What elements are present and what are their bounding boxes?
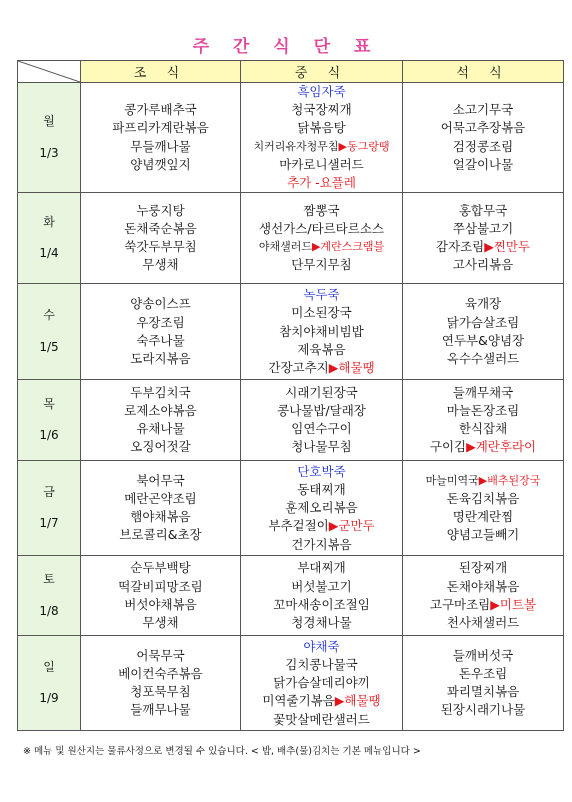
lunch-cell <box>241 83 403 193</box>
day-row <box>18 284 564 380</box>
menu-item-text: 생선가스/타르타르소스 <box>259 221 384 237</box>
menu-item-text: 두부김치국 <box>130 384 191 400</box>
menu-item <box>241 101 402 119</box>
menu-item <box>81 314 240 332</box>
menu-item <box>241 438 402 456</box>
menu-item <box>403 101 563 119</box>
menu-item <box>241 238 402 256</box>
menu-item <box>81 402 240 420</box>
menu-item-text: 건가지볶음 <box>291 536 352 552</box>
menu-item-text: 연두부&양념장 <box>441 332 525 348</box>
footer-note: ※ 메뉴 및 원산지는 물류사정으로 변경될 수 있습니다. < 밥, 배추(물)김치는 기본 메뉴입니다 > <box>23 746 421 757</box>
menu-item-text: 들깨버섯국 <box>452 647 514 663</box>
menu-item-text: 들깨무나물 <box>130 702 191 718</box>
menu-item <box>81 508 240 526</box>
menu-item <box>403 647 563 665</box>
menu-item-text: 천사채샐러드 <box>446 614 520 630</box>
breakfast-cell <box>81 193 241 284</box>
menu-item-text: 마카로니샐러드 <box>279 156 364 172</box>
weekly-menu-table <box>17 60 564 731</box>
menu-item-extra: ▶해물땡 <box>328 360 375 376</box>
menu-item-text: 청포묵무침 <box>130 684 191 700</box>
menu-item <box>81 559 240 577</box>
menu-item-text: 베이컨숙주볶음 <box>118 666 203 682</box>
menu-item-text: 꼬마새송이조절임 <box>273 596 370 612</box>
menu-item-text: 돈우조림 <box>458 666 508 682</box>
menu-item-text: 제육볶음 <box>297 341 346 357</box>
menu-item-text: 임연수구이 <box>291 421 352 437</box>
menu-item-extra: ▶해물땡 <box>334 693 381 709</box>
menu-item <box>403 384 563 402</box>
menu-item <box>403 701 563 719</box>
menu-item-text: 꽈리멸치볶음 <box>446 684 520 700</box>
day-date: 1/5 <box>39 339 59 354</box>
day-name: 화 <box>43 214 55 229</box>
menu-item-text: 무생채 <box>142 614 179 630</box>
menu-item-text: 김치콩나물국 <box>285 656 358 672</box>
menu-item <box>81 683 240 701</box>
breakfast-cell <box>81 284 241 380</box>
menu-item-text: 단무지무침 <box>291 257 352 273</box>
menu-item <box>241 499 402 517</box>
menu-item <box>403 559 563 577</box>
day-cell <box>18 556 81 636</box>
menu-item <box>81 384 240 402</box>
menu-item-text: 시래기된장국 <box>285 384 358 400</box>
menu-item <box>241 156 402 174</box>
menu-item <box>81 220 240 238</box>
menu-item-text: 명란계란찜 <box>452 509 514 525</box>
day-cell <box>18 636 81 731</box>
day-row <box>18 380 564 461</box>
menu-item-text: 돈채야채볶음 <box>446 578 520 594</box>
menu-item-text: 양송이스프 <box>130 296 191 312</box>
menu-item-text: 꽃맛살메란샐러드 <box>273 711 370 727</box>
menu-item-text: 부추겉절이 <box>268 518 329 534</box>
menu-item <box>81 138 240 156</box>
menu-item <box>403 295 563 313</box>
breakfast-cell <box>81 83 241 193</box>
breakfast-cell <box>81 636 241 731</box>
menu-item <box>403 156 563 174</box>
menu-item <box>81 238 240 256</box>
menu-item-text: 오징어젓갈 <box>130 439 191 455</box>
menu-item-extra: ▶동그랑땡 <box>338 139 390 153</box>
menu-item <box>403 438 563 456</box>
header-lunch: 중 식 <box>241 61 403 83</box>
menu-item-text: 육개장 <box>464 296 502 312</box>
menu-item-text: 닭가슴살데리야끼 <box>273 675 370 691</box>
menu-item-text: 치커리유자청무침 <box>253 139 339 153</box>
menu-item <box>81 332 240 350</box>
dinner-cell <box>403 284 564 380</box>
menu-item-text: 간장고추지 <box>268 360 329 376</box>
menu-item-text: 고구마조림 <box>429 596 491 612</box>
menu-item <box>241 119 402 137</box>
day-name: 월 <box>43 114 55 129</box>
menu-item <box>403 526 563 544</box>
menu-item <box>403 508 563 526</box>
menu-item <box>81 101 240 119</box>
menu-item-text: 소고기무국 <box>452 102 514 118</box>
menu-item <box>403 138 563 156</box>
menu-item-text: 돈채죽순볶음 <box>124 221 197 237</box>
menu-item-text: 짬뽕국 <box>303 202 340 218</box>
menu-item <box>81 420 240 438</box>
day-date: 1/7 <box>39 516 59 531</box>
dinner-cell <box>403 461 564 556</box>
menu-item-text: 훈제오리볶음 <box>285 500 358 516</box>
menu-item-text: 유채나물 <box>136 421 185 437</box>
day-date: 1/9 <box>39 691 59 706</box>
menu-item-text: 청국장찌개 <box>291 102 352 118</box>
day-row <box>18 636 564 731</box>
menu-item-text: 홍합무국 <box>458 202 508 218</box>
menu-item-text: 닭가슴살조림 <box>446 314 520 330</box>
menu-item-text: 얼갈이나물 <box>452 156 514 172</box>
breakfast-cell <box>81 556 241 636</box>
menu-item <box>81 701 240 719</box>
day-cell <box>18 193 81 284</box>
menu-item-text: 부대찌개 <box>297 560 346 576</box>
menu-item-text: 브로콜리&초장 <box>119 527 202 543</box>
menu-item <box>403 578 563 596</box>
day-row <box>18 556 564 636</box>
day-date: 1/6 <box>39 428 59 443</box>
menu-item <box>241 256 402 274</box>
menu-item-extra: ▶배추된장국 <box>478 473 541 487</box>
menu-item-text: 어묵무국 <box>136 647 185 663</box>
menu-item-text: 된장찌개 <box>458 560 508 576</box>
day-name: 목 <box>43 396 55 411</box>
menu-item <box>241 692 402 710</box>
menu-item-text: 북어무국 <box>136 472 185 488</box>
day-cell <box>18 380 81 461</box>
menu-item <box>241 420 402 438</box>
day-row <box>18 461 564 556</box>
menu-item-text: 파프리카계란볶음 <box>112 120 209 136</box>
menu-item <box>241 596 402 614</box>
menu-item-text: 참치야채비빔밥 <box>279 323 364 339</box>
menu-item <box>241 220 402 238</box>
menu-item-text: 쑥갓두부무침 <box>124 239 197 255</box>
menu-item-text: 쭈삼불고기 <box>452 221 514 237</box>
menu-item-text: 흑임자죽 <box>297 84 346 99</box>
day-row <box>18 83 564 193</box>
menu-item-extra: ▶미트볼 <box>490 596 537 612</box>
menu-item-text: 들깨무채국 <box>452 384 514 400</box>
menu-item-text: 햄야채볶음 <box>130 509 191 525</box>
day-name: 수 <box>43 308 55 323</box>
lunch-cell <box>241 461 403 556</box>
header-breakfast: 조 식 <box>81 61 241 83</box>
menu-item <box>403 665 563 683</box>
menu-item <box>241 323 402 341</box>
menu-item <box>403 683 563 701</box>
menu-item <box>81 578 240 596</box>
menu-item <box>81 614 240 632</box>
menu-item <box>81 350 240 368</box>
menu-item <box>81 596 240 614</box>
day-name: 토 <box>43 572 55 587</box>
menu-item <box>403 332 563 350</box>
menu-item-text: 마늘미역국 <box>425 473 479 487</box>
menu-item-text: 우장조림 <box>136 314 185 330</box>
menu-item <box>81 526 240 544</box>
menu-item <box>403 202 563 220</box>
menu-item-text: 동태찌개 <box>297 481 346 497</box>
menu-item <box>403 420 563 438</box>
menu-item-text: 버섯불고기 <box>291 578 352 594</box>
menu-item <box>241 578 402 596</box>
day-date: 1/4 <box>39 246 59 261</box>
menu-item-text: 추가 -요플레 <box>287 175 356 191</box>
menu-item <box>81 202 240 220</box>
menu-item-text: 로제소야볶음 <box>124 403 197 419</box>
menu-item <box>81 156 240 174</box>
menu-item <box>241 174 402 192</box>
dinner-cell <box>403 380 564 461</box>
menu-item <box>403 119 563 137</box>
menu-item-extra: ▶계란스크램블 <box>311 240 385 254</box>
day-date: 1/8 <box>39 603 59 618</box>
menu-item <box>403 314 563 332</box>
menu-item-text: 무생채 <box>142 257 179 273</box>
menu-item <box>81 438 240 456</box>
menu-item <box>241 656 402 674</box>
breakfast-cell <box>81 461 241 556</box>
menu-item <box>81 490 240 508</box>
menu-item-text: 누룽지탕 <box>136 202 185 218</box>
lunch-cell <box>241 380 403 461</box>
menu-item-text: 도라지볶음 <box>130 350 191 366</box>
menu-item-text: 청경채나물 <box>291 614 352 630</box>
menu-item <box>241 384 402 402</box>
menu-item <box>241 138 402 156</box>
day-name: 금 <box>43 484 55 499</box>
lunch-cell <box>241 556 403 636</box>
menu-item <box>241 402 402 420</box>
dinner-cell <box>403 636 564 731</box>
menu-item-text: 된장시래기나물 <box>440 702 526 718</box>
day-row <box>18 193 564 284</box>
menu-item-text: 양념고들빼기 <box>446 527 520 543</box>
breakfast-cell <box>81 380 241 461</box>
menu-item <box>403 350 563 368</box>
menu-item-text: 단호박죽 <box>297 463 346 479</box>
header-dinner: 석 식 <box>403 61 564 83</box>
menu-item <box>241 674 402 692</box>
lunch-cell <box>241 193 403 284</box>
menu-item-text: 한식잡채 <box>458 421 508 437</box>
menu-item <box>81 665 240 683</box>
page-title: 주 간 식 단 표 <box>192 37 380 57</box>
menu-item <box>81 295 240 313</box>
menu-item <box>241 359 402 377</box>
lunch-cell <box>241 636 403 731</box>
menu-item-text: 숙주나물 <box>136 332 185 348</box>
menu-item-text: 닭볶음탕 <box>297 120 346 136</box>
menu-item-text: 떡갈비피망조림 <box>118 578 203 594</box>
menu-item-text: 야채죽 <box>303 638 340 654</box>
day-date: 1/3 <box>39 145 59 160</box>
menu-item <box>241 536 402 554</box>
corner-cell <box>18 61 81 83</box>
menu-item-text: 미소된장국 <box>291 305 352 321</box>
menu-item <box>241 202 402 220</box>
menu-item <box>241 517 402 535</box>
dinner-cell <box>403 556 564 636</box>
menu-item <box>403 614 563 632</box>
menu-item-text: 야채샐러드 <box>258 240 312 254</box>
dinner-cell <box>403 83 564 193</box>
menu-item-text: 마늘돈장조림 <box>446 403 520 419</box>
menu-item-text: 콩가루배추국 <box>124 102 197 118</box>
menu-item <box>403 220 563 238</box>
menu-item-extra: ▶찐만두 <box>484 239 531 255</box>
day-cell <box>18 284 81 380</box>
menu-item-text: 콩나물밥/달래장 <box>277 403 366 419</box>
menu-item <box>403 238 563 256</box>
day-name: 일 <box>43 659 55 674</box>
menu-item-text: 구이김 <box>429 439 467 455</box>
lunch-cell <box>241 284 403 380</box>
menu-item <box>403 490 563 508</box>
menu-item <box>81 472 240 490</box>
menu-item-text: 버섯야채볶음 <box>124 596 197 612</box>
menu-item <box>241 559 402 577</box>
menu-item-text: 메란곤약조림 <box>124 491 197 507</box>
dinner-cell <box>403 193 564 284</box>
menu-item-text: 양념깻잎지 <box>130 156 191 172</box>
menu-item-text: 검정콩조림 <box>452 138 514 154</box>
menu-item-text: 돈육김치볶음 <box>446 491 520 507</box>
menu-item-extra: ▶계란후라이 <box>466 439 537 455</box>
menu-item-text: 녹두죽 <box>303 287 340 303</box>
menu-item-text: 순두부백탕 <box>130 560 191 576</box>
menu-item-text: 미역줄기볶음 <box>262 693 335 709</box>
menu-item-text: 청나물무침 <box>291 439 352 455</box>
menu-item-text: 고사리볶음 <box>452 257 514 273</box>
menu-item <box>241 481 402 499</box>
menu-item <box>81 647 240 665</box>
menu-item <box>81 119 240 137</box>
menu-item <box>241 286 402 304</box>
menu-item <box>241 341 402 359</box>
menu-item <box>241 638 402 656</box>
header-row <box>18 61 564 83</box>
day-cell <box>18 461 81 556</box>
menu-item-text: 무들깨나물 <box>130 138 191 154</box>
menu-item <box>403 472 563 490</box>
menu-item <box>241 463 402 481</box>
menu-item-text: 어묵고추장볶음 <box>440 120 526 136</box>
menu-item <box>403 402 563 420</box>
menu-item <box>403 256 563 274</box>
menu-item <box>241 83 402 101</box>
menu-item <box>81 256 240 274</box>
menu-item <box>241 711 402 729</box>
menu-item-text: 옥수수샐러드 <box>446 350 520 366</box>
menu-item <box>241 304 402 322</box>
menu-item-text: 감자조림 <box>435 239 485 255</box>
menu-item <box>403 596 563 614</box>
menu-item-extra: ▶군만두 <box>328 518 375 534</box>
menu-item <box>241 614 402 632</box>
day-cell <box>18 83 81 193</box>
